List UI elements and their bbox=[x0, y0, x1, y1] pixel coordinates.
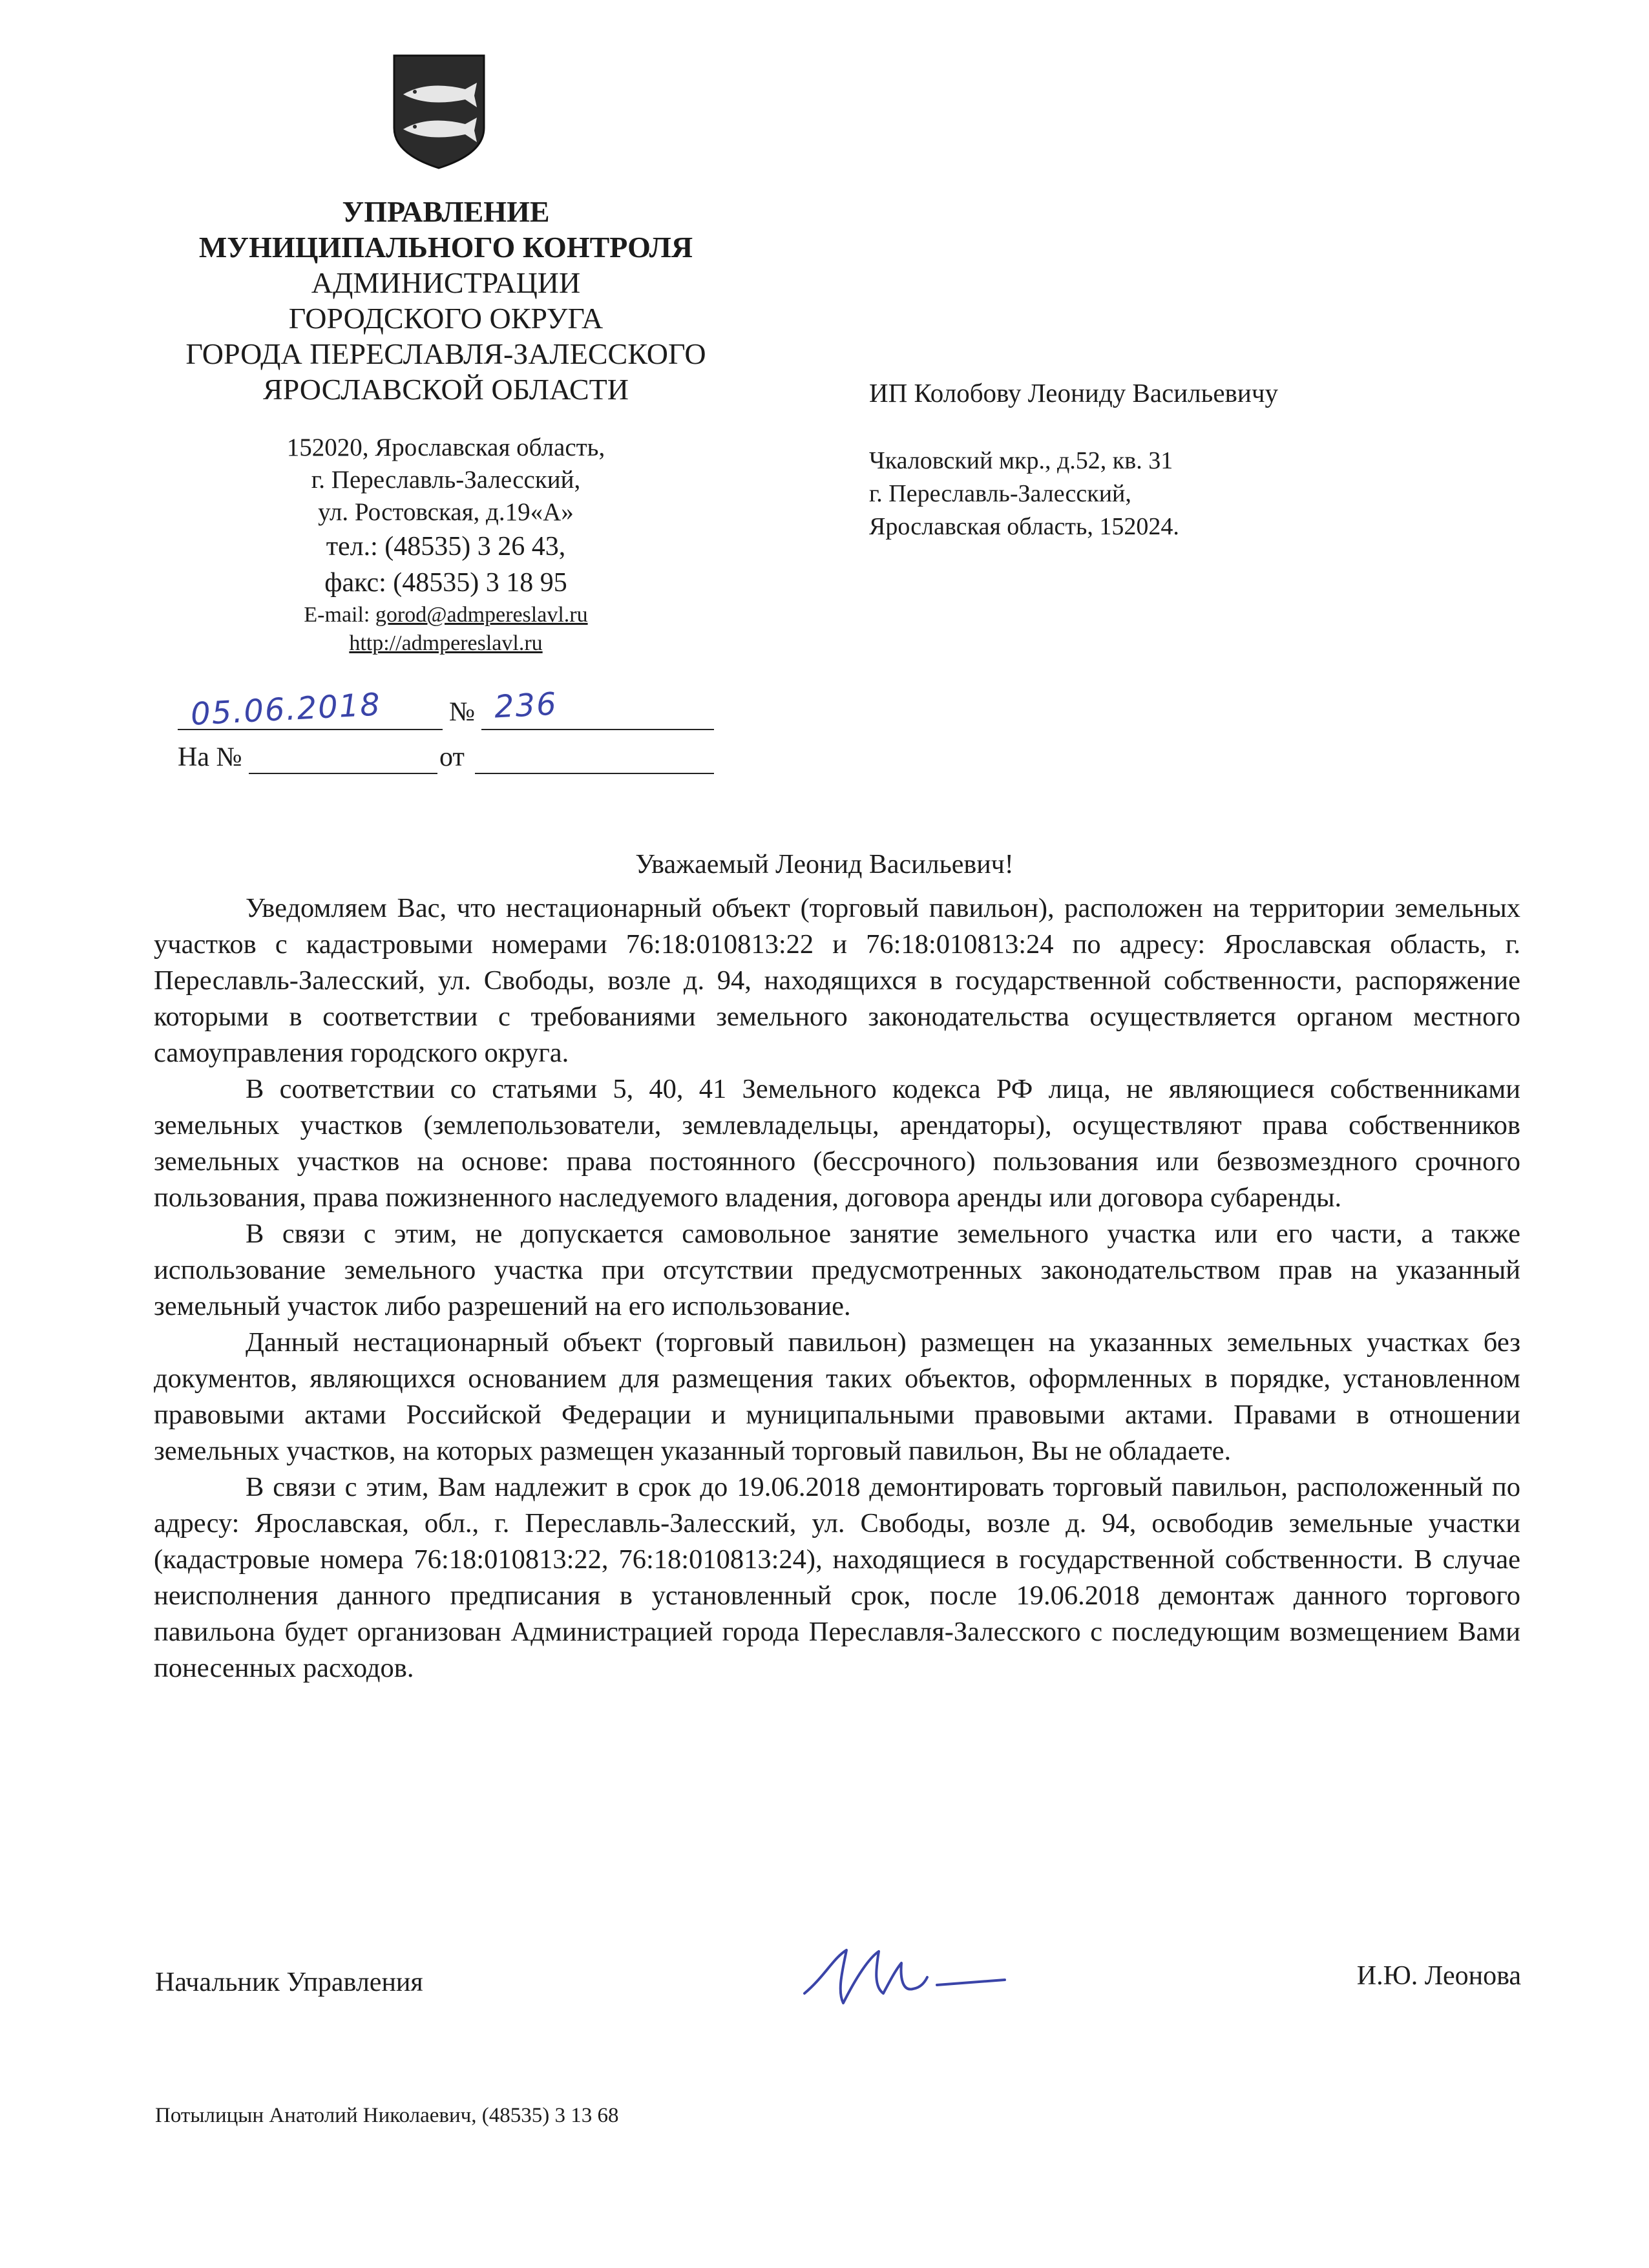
email-label: E-mail: bbox=[304, 603, 375, 627]
signatory-name: И.Ю. Леонова bbox=[1356, 1961, 1521, 1991]
org-name-line: ЯРОСЛАВСКОЙ ОБЛАСТИ bbox=[262, 373, 629, 406]
handwritten-number: 236 bbox=[493, 686, 559, 726]
organization-address bbox=[97, 432, 795, 658]
reply-date-blank bbox=[475, 735, 714, 774]
recipient-address-line: Чкаловский мкр., д.52, кв. 31 bbox=[869, 447, 1173, 474]
org-name-line: МУНИЦИПАЛЬНОГО КОНТРОЛЯ bbox=[198, 231, 693, 264]
body-paragraph: Данный нестационарный объект (торговый павильон) размещен на указанных земельных участках без документов, являющихся основанием для размещения таких объектов, оформленных в порядке, установленном правовыми актами Российской Федерации и муниципальными правовыми актами. Правами в отношении земельных участков, на которых размещен указанный торговый павильон, Вы не обладаете. bbox=[154, 1327, 1520, 1466]
organization-header bbox=[97, 194, 795, 407]
recipient-address-line: Ярославская область, 152024. bbox=[869, 513, 1179, 540]
handwritten-date: 05.06.2018 bbox=[189, 686, 383, 733]
reply-number-blank bbox=[249, 735, 437, 774]
address-line: 152020, Ярославская область, bbox=[286, 434, 605, 461]
email-line bbox=[97, 601, 795, 629]
number-label: № bbox=[449, 697, 476, 727]
number-field bbox=[481, 686, 714, 730]
email-link[interactable]: gorod@admpereslavl.ru bbox=[375, 603, 588, 627]
body-paragraph: Уведомляем Вас, что нестационарный объект (торговый павильон), расположен на территории земельных участков с кадастровыми номерами 76:18:010813:22 и 76:18:010813:24 по адресу: Ярославская область, г. Переславль-Залесский, ул. Свободы, возле д. 94, находящихся в государственной собственности, распоряжение которыми в соответствии с требованиями земельного законодательства осуществляется органом местного самоуправления городского округа. bbox=[154, 893, 1520, 1068]
fax-number: факс: (48535) 3 18 95 bbox=[324, 568, 567, 598]
recipient-name: ИП Колобову Леониду Васильевичу bbox=[869, 378, 1278, 408]
body-paragraph: В связи с этим, Вам надлежит в срок до 19.06.2018 демонтировать торговый павильон, расположенный по адресу: Ярославская, обл., г. Переславль-Залесский, ул. Свободы, возле д. 94, освободив земельные участки (кадастровые номера 76:18:010813:22, 76:18:010813:24), находящиеся в государственной собственности. В случае неисполнения данного предписания в установленный срок, после 19.06.2018 демонтаж данного торгового павильона будет организован Администрацией города Переславля-Залесского с последующим возмещением Вами понесенных расходов. bbox=[154, 1472, 1520, 1683]
reply-registration bbox=[178, 735, 714, 774]
org-name-line: ГОРОДСКОГО ОКРУГА bbox=[288, 302, 604, 335]
salutation: Уважаемый Леонид Васильевич! bbox=[635, 850, 1014, 879]
registration-fields bbox=[178, 686, 714, 787]
executor-contact: Потылицын Анатолий Николаевич, (48535) 3 13 68 bbox=[155, 2104, 619, 2127]
body-paragraph: В соответствии со статьями 5, 40, 41 Земельного кодекса РФ лица, не являющиеся собственниками земельных участков (землепользователи, землевладельцы, арендаторы), осуществляют права собственников земельных участков на основе: права постоянного (бессрочного) пользования или безвозмездного срочного пользования, права пожизненного наследуемого владения, договора аренды или договора субаренды. bbox=[154, 1074, 1520, 1213]
website-link[interactable]: http://admpereslavl.ru bbox=[349, 631, 543, 655]
address-line: г. Переславль-Залесский, bbox=[311, 466, 581, 494]
signatory-title: Начальник Управления bbox=[155, 1968, 423, 1997]
recipient-block bbox=[869, 373, 1580, 543]
reply-label: На № bbox=[178, 742, 242, 772]
body-paragraph: В связи с этим, не допускается самовольное занятие земельного участка или его части, а также использование земельного участка при отсутствии предусмотренных законодательством прав на указанный земельный участок либо разрешений на его использование. bbox=[154, 1219, 1520, 1321]
phone-number: тел.: (48535) 3 26 43, bbox=[326, 532, 566, 562]
outgoing-registration bbox=[178, 686, 714, 733]
address-line: ул. Ростовская, д.19«А» bbox=[318, 498, 574, 526]
handwritten-signature bbox=[798, 1932, 1011, 2022]
from-label: от bbox=[439, 742, 465, 772]
letter-body bbox=[154, 890, 1520, 1686]
date-field bbox=[178, 686, 443, 733]
org-name-line: АДМИНИСТРАЦИИ bbox=[311, 266, 581, 299]
recipient-address-line: г. Переславль-Залесский, bbox=[869, 480, 1131, 507]
org-name-line: ГОРОДА ПЕРЕСЛАВЛЯ-ЗАЛЕССКОГО bbox=[185, 337, 706, 370]
org-name-line: УПРАВЛЕНИЕ bbox=[342, 195, 550, 228]
coat-of-arms-icon bbox=[389, 50, 489, 173]
